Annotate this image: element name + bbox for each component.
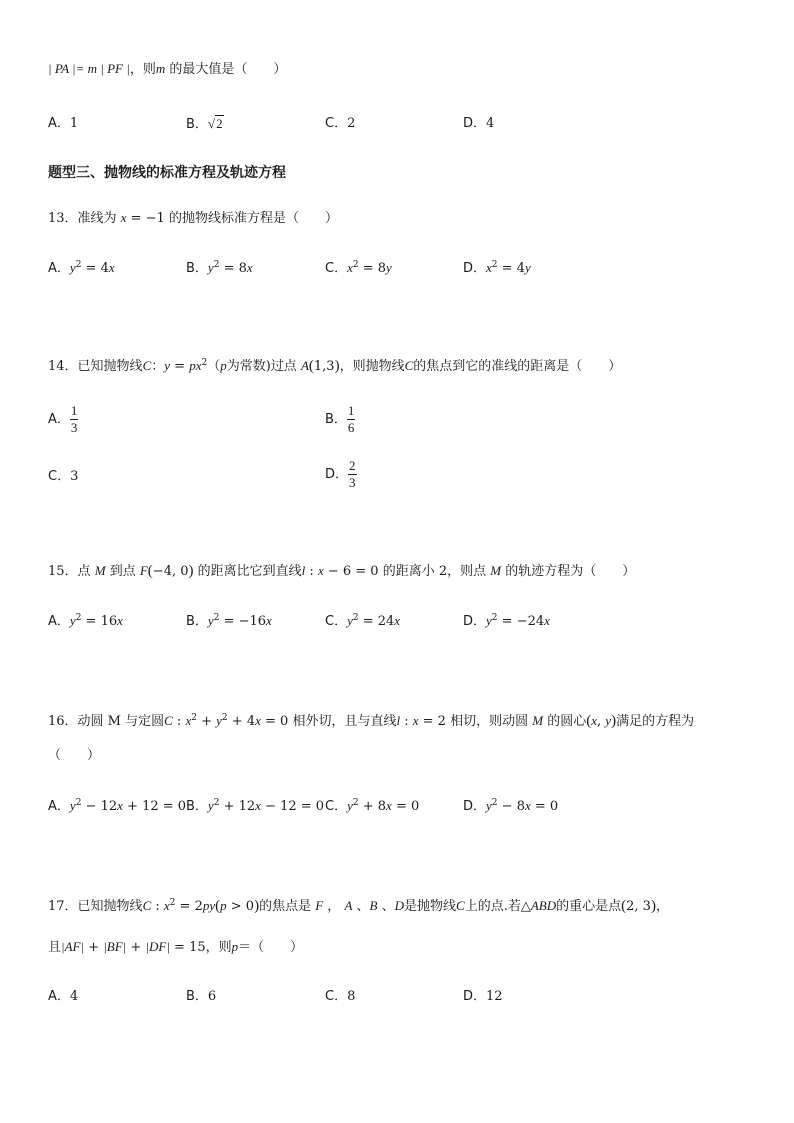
q14-stem: 14．已知抛物线C：$y = px^2(p$为常数)过点 A(1,3)，则抛物线C的焦点到它的准线的距离是（ ） <box>48 358 622 374</box>
q17-option-d: D．12 <box>463 989 503 1004</box>
q14-option-b: B． $\frac{1}{6}$ <box>325 403 355 435</box>
q15-option-b: B．$y^2 = -16x$ <box>186 613 272 629</box>
q16-option-c: C．$y^2 + 8x = 0$ <box>325 798 420 814</box>
q17-option-b: B．6 <box>186 989 217 1004</box>
q14-option-c: C．3 <box>48 469 79 484</box>
q15-option-c: C．$y^2 = 24x$ <box>325 613 401 629</box>
fraction: $\frac{1}{3}$ <box>70 403 78 435</box>
q17-stem: 17．已知抛物线C : $x^2 = 2py(p > 0)$的焦点是 F ， A 、B 、D是抛物线C上的点.若△ABD的重心是点(2, 3)， <box>48 898 669 914</box>
math-expr: | PA |= m | PF | <box>48 61 130 76</box>
q14-option-d: D． $\frac{2}{3}$ <box>325 458 356 490</box>
q13-option-a: A．$y^2 = 4x$ <box>48 260 115 276</box>
q16-option-b: B．$y^2 + 12x - 12 = 0$ <box>186 798 325 814</box>
fraction: $\frac{2}{3}$ <box>349 458 356 490</box>
sqrt-expr: √2 <box>207 116 223 131</box>
q17-option-a: A．4 <box>48 989 79 1004</box>
fraction: $\frac{1}{6}$ <box>347 403 355 435</box>
q12-option-a: A．1 <box>48 116 79 131</box>
q13-option-c: C．$x^2 = 8y$ <box>325 260 392 276</box>
q16-option-a: A．$y^2 - 12x + 12 = 0$ <box>48 798 187 814</box>
q12-stem: | PA |= m | PF |，则m 的最大值是（ ） <box>48 61 287 77</box>
q15-stem: 15．点 M 到点 F(−4, 0) 的距离比它到直线l : x − 6 = 0 的距离小 2，则点 M 的轨迹方程为（ ） <box>48 563 636 579</box>
q17-option-c: C．8 <box>325 989 356 1004</box>
q12-option-c: C．2 <box>325 116 356 131</box>
q16-stem: 16．动圆 M 与定圆C : $x^2 + y^2 + 4x = 0$ 相外切，且与直线l : x = 2 相切，则动圆 M 的圆心(x, y)满足的方程为 <box>48 713 695 729</box>
q13-stem: 13．准线为 x = −1 的抛物线标准方程是（ ） <box>48 210 338 226</box>
q15-option-d: D．$y^2 = -24x$ <box>463 613 550 629</box>
q13-option-d: D．$x^2 = 4y$ <box>463 260 531 276</box>
q16-option-d: D．$y^2 - 8x = 0$ <box>463 798 559 814</box>
section-heading: 题型三、抛物线的标准方程及轨迹方程 <box>48 165 286 181</box>
q12-option-b: B．√2 <box>186 116 223 132</box>
q13-option-b: B．$y^2 = 8x$ <box>186 260 253 276</box>
q17-stem-line2: 且|AF| + |BF| + |DF| = 15，则p＝（ ） <box>48 939 304 955</box>
q15-option-a: A．$y^2 = 16x$ <box>48 613 123 629</box>
q16-stem-line2: （ ） <box>48 748 101 763</box>
q12-option-d: D．4 <box>463 116 495 131</box>
q14-option-a: A． $\frac{1}{3}$ <box>48 403 78 435</box>
